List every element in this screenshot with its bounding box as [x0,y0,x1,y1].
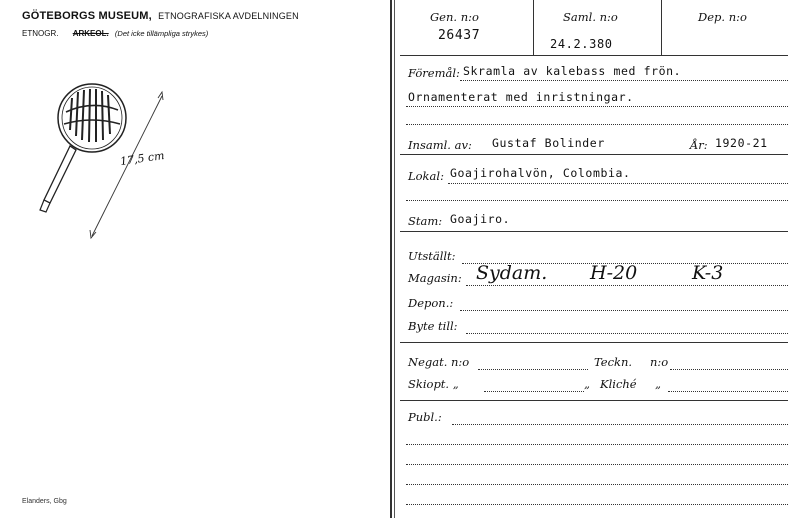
publ-dots-1 [452,424,788,425]
card-border-inner [394,0,395,518]
magasin-dots [466,285,788,286]
etnogr-label: ETNOGR. [22,29,59,38]
stam-rule [400,231,788,232]
publ-dots-3 [406,464,788,465]
lokal-dots-2 [406,200,788,201]
publ-label: Publ.: [408,410,442,424]
teckn-dots [670,369,788,370]
magasin-box: K-3 [692,262,724,284]
header-divider-1 [533,0,534,56]
card-border [390,0,392,518]
printer-imprint: Elanders, Gbg [22,498,67,505]
department-name: ETNOGRAFISKA AVDELNINGEN [158,11,299,21]
foremal-dots-1 [460,80,788,81]
foremal-line1: Skramla av kalebass med frön. [463,64,682,78]
kliche-label: Kliché [600,377,637,391]
lokal-dots-1 [448,183,788,184]
lokal-value: Goajirohalvön, Colombia. [450,166,631,180]
byte-dots [466,333,788,334]
skiopt-dots [484,391,584,392]
teckn-no-label: n:o [650,355,669,369]
museum-name: GÖTEBORGS MUSEUM, [22,10,152,22]
byte-label: Byte till: [408,319,458,333]
gen-value: 26437 [438,28,481,43]
insaml-rule [400,154,788,155]
lokal-label: Lokal: [408,169,444,183]
foremal-line2: Ornamenterat med inristningar. [408,90,634,104]
skiopt-label: Skiopt. „ [408,377,459,391]
foremal-dots-3 [406,124,788,125]
ar-label: År: [690,138,708,152]
publ-dots-5 [406,504,788,505]
magasin-value: Sydam. [476,262,548,284]
teckn-label: Teckn. [594,355,633,369]
skiopt-mark: „ [584,377,590,391]
kliche-mark: „ [655,377,661,391]
foremal-dots-2 [406,106,788,107]
category-line [22,29,208,38]
utstallt-label: Utställt: [408,249,456,263]
insaml-label: Insaml. av: [408,138,472,152]
measurement-label: 17,5 cm [119,148,166,169]
arkeol-label: ARKEOL. [72,29,109,38]
publ-dots-4 [406,484,788,485]
depon-label: Depon.: [408,296,454,310]
publ-dots-2 [406,444,788,445]
kliche-rule [400,400,788,401]
kliche-dots [668,391,788,392]
museum-header [22,10,299,22]
header-rule [400,55,788,56]
negat-dots [478,369,588,370]
depon-dots [460,310,788,311]
foremal-label: Föremål: [408,66,460,80]
magasin-label: Magasin: [408,271,462,285]
gen-label: Gen. n:o [430,10,479,24]
header-divider-2 [661,0,662,56]
negat-label: Negat. n:o [408,355,470,369]
dep-label: Dep. n:o [698,10,747,24]
ar-value: 1920-21 [715,136,768,150]
saml-value: 24.2.380 [550,37,613,51]
stam-label: Stam: [408,214,443,228]
magasin-shelf: H-20 [590,262,638,284]
strike-note: (Det icke tillämpliga strykes) [114,29,209,38]
saml-label: Saml. n:o [563,10,618,24]
insaml-value: Gustaf Bolinder [492,136,605,150]
stam-value: Goajiro. [450,212,511,226]
byte-rule [400,342,788,343]
